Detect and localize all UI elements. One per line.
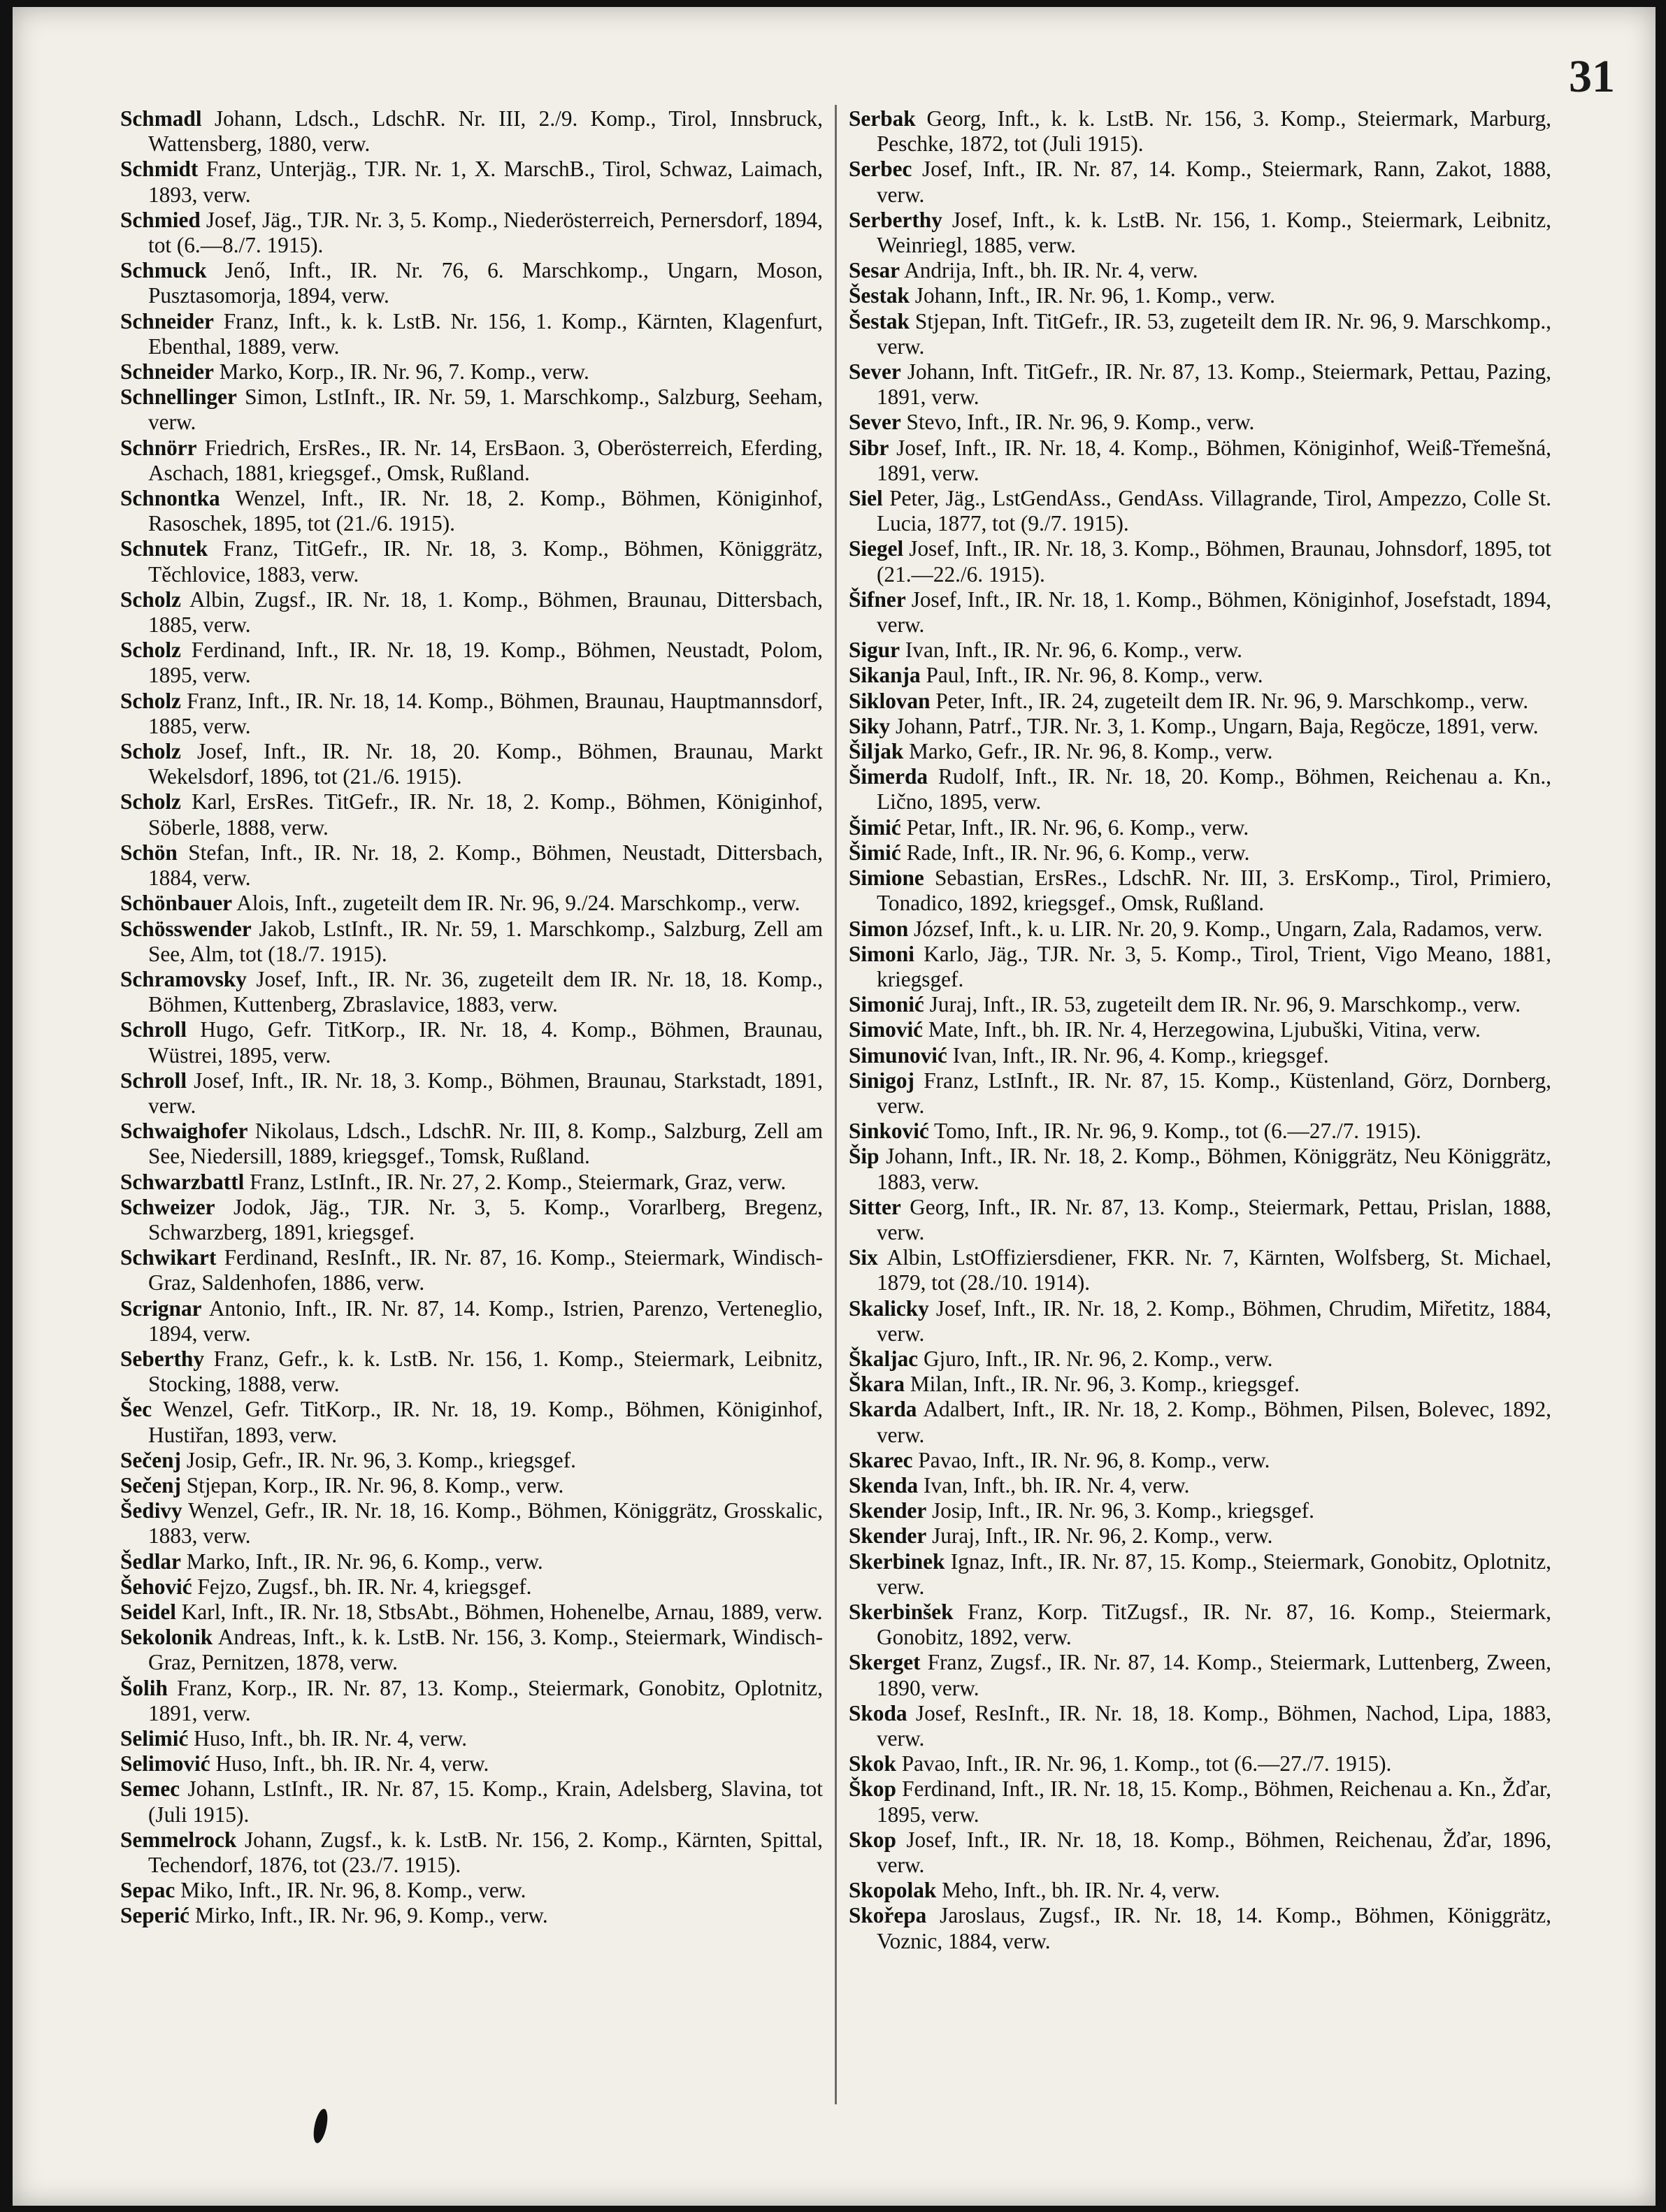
entry-details: Simon, LstInft., IR. Nr. 59, 1. Marschkomp., Salzburg, Seeham, verw. <box>148 385 823 435</box>
register-entry <box>849 1903 1551 1953</box>
register-entry <box>120 1878 823 1903</box>
entry-details: Adalbert, Inft., IR. Nr. 18, 2. Komp., Böhmen, Pilsen, Bolevec, 1892, verw. <box>877 1397 1551 1447</box>
entry-surname: Schnutek <box>120 536 208 561</box>
entry-surname: Šolih <box>120 1675 168 1700</box>
register-entry <box>849 1372 1551 1397</box>
register-entry <box>849 436 1551 486</box>
entry-surname: Schönbauer <box>120 891 232 916</box>
entry-surname: Šec <box>120 1397 152 1422</box>
register-entry <box>120 157 823 207</box>
register-entry <box>849 157 1551 207</box>
entry-surname: Sesar <box>849 258 900 283</box>
register-entry <box>120 1397 823 1447</box>
entry-details: Franz, LstInft., IR. Nr. 87, 15. Komp., Küstenland, Görz, Dornberg, verw. <box>877 1068 1551 1118</box>
entry-details: Marko, Gefr., IR. Nr. 96, 8. Komp., verw. <box>903 739 1273 764</box>
register-entry <box>849 106 1551 157</box>
register-entry <box>849 663 1551 688</box>
entry-surname: Scholz <box>120 587 181 612</box>
entry-details: Josef, ResInft., IR. Nr. 18, 18. Komp., Böhmen, Nachod, Lipa, 1883, verw. <box>877 1700 1551 1751</box>
register-entry <box>120 208 823 258</box>
entry-details: Josip, Gefr., IR. Nr. 96, 3. Komp., kriegsgef. <box>180 1447 576 1472</box>
register-entry <box>849 410 1551 435</box>
register-entry <box>120 1776 823 1827</box>
entry-surname: Sečenj <box>120 1447 181 1472</box>
entry-details: Pavao, Inft., IR. Nr. 96, 1. Komp., tot (6.—27./7. 1915). <box>896 1751 1392 1776</box>
entry-surname: Sinković <box>849 1119 929 1144</box>
entry-surname: Šimerda <box>849 764 928 789</box>
register-entry <box>849 764 1551 814</box>
register-entry <box>849 714 1551 739</box>
register-entry <box>120 638 823 688</box>
entry-surname: Six <box>849 1245 878 1270</box>
entry-details: Juraj, Inft., IR. Nr. 96, 2. Komp., verw. <box>926 1523 1273 1549</box>
entry-details: Mate, Inft., bh. IR. Nr. 4, Herzegowina, Ljubuški, Vitina, verw. <box>923 1017 1481 1042</box>
entry-surname: Serbak <box>849 106 916 131</box>
register-entry <box>120 1017 823 1068</box>
register-entry <box>120 917 823 967</box>
register-entry <box>120 1346 823 1397</box>
entry-surname: Scholz <box>120 739 181 764</box>
entry-surname: Škop <box>849 1776 896 1802</box>
entry-surname: Skarec <box>849 1447 913 1472</box>
register-page <box>13 7 1656 2206</box>
entry-surname: Schnontka <box>120 486 220 511</box>
entry-surname: Šimić <box>849 840 901 865</box>
entry-details: Josef, Inft., IR. Nr. 18, 3. Komp., Böhmen, Braunau, Johnsdorf, 1895, tot (21.—22./6. 1915). <box>877 536 1551 587</box>
entry-surname: Schneider <box>120 308 214 333</box>
register-entry <box>120 1600 823 1625</box>
entry-surname: Škara <box>849 1372 905 1397</box>
entry-details: Franz, TitGefr., IR. Nr. 18, 3. Komp., Böhmen, Königgrätz, Těchlovice, 1883, verw. <box>148 536 823 587</box>
entry-surname: Scholz <box>120 789 181 814</box>
entry-surname: Skopolak <box>849 1878 937 1903</box>
entry-surname: Simunović <box>849 1042 947 1068</box>
register-entry <box>849 638 1551 663</box>
register-entry <box>120 1726 823 1751</box>
entry-surname: Sepac <box>120 1878 175 1903</box>
entry-surname: Sigur <box>849 638 900 663</box>
entry-surname: Šestak <box>849 308 910 333</box>
entry-details: Josef, Inft., IR. Nr. 18, 20. Komp., Böhmen, Braunau, Markt Wekelsdorf, 1896, tot (21./6. 1915). <box>148 739 823 789</box>
register-entry <box>120 1195 823 1245</box>
entry-surname: Sikanja <box>849 663 921 688</box>
entry-details: Karl, ErsRes. TitGefr., IR. Nr. 18, 2. Komp., Böhmen, Königinhof, Söberle, 1888, verw. <box>148 789 823 840</box>
register-entry <box>120 486 823 536</box>
entry-surname: Šedlar <box>120 1549 181 1574</box>
register-entry <box>120 359 823 385</box>
entry-surname: Seidel <box>120 1599 176 1624</box>
entry-surname: Simione <box>849 866 924 891</box>
entry-surname: Skender <box>849 1498 927 1523</box>
entry-surname: Siklovan <box>849 688 931 713</box>
entry-details: Franz, Zugsf., IR. Nr. 87, 14. Komp., Steiermark, Luttenberg, Zween, 1890, verw. <box>877 1650 1551 1700</box>
entry-surname: Siegel <box>849 536 904 561</box>
entry-details: Juraj, Inft., IR. 53, zugeteilt dem IR. Nr. 96, 9. Marschkomp., verw. <box>924 992 1521 1017</box>
register-entry <box>120 840 823 891</box>
entry-details: József, Inft., k. u. LIR. Nr. 20, 9. Komp., Ungarn, Zala, Radamos, verw. <box>908 916 1543 941</box>
entry-details: Ivan, Inft., IR. Nr. 96, 4. Komp., kriegsgef. <box>947 1042 1329 1068</box>
entry-surname: Schmied <box>120 207 201 232</box>
entry-surname: Semmelrock <box>120 1827 237 1852</box>
entry-details: Josef, Inft., k. k. LstB. Nr. 156, 1. Komp., Steiermark, Leibnitz, Weinriegl, 1885, verw. <box>877 207 1551 258</box>
entry-surname: Simoni <box>849 941 914 966</box>
entry-surname: Sečenj <box>120 1472 181 1498</box>
register-entry <box>120 1827 823 1878</box>
entry-surname: Skerbinšek <box>849 1599 954 1624</box>
register-entry <box>120 258 823 308</box>
entry-details: Jaroslaus, Zugsf., IR. Nr. 18, 14. Komp., Böhmen, Königgrätz, Voznic, 1884, verw. <box>877 1903 1551 1953</box>
entry-surname: Schmidt <box>120 157 199 182</box>
entry-surname: Skerbinek <box>849 1549 945 1574</box>
entry-details: Peter, Jäg., LstGendAss., GendAss. Villagrande, Tirol, Ampezzo, Colle St. Lucia, 1877, tot (9./7. 1915). <box>877 486 1551 536</box>
left-column <box>120 106 823 1929</box>
entry-details: Franz, Unterjäg., TJR. Nr. 1, X. MarschB., Tirol, Schwaz, Laimach, 1893, verw. <box>148 157 823 207</box>
entry-details: Ferdinand, Inft., IR. Nr. 18, 15. Komp., Böhmen, Reichenau a. Kn., Žďar, 1895, verw. <box>877 1776 1551 1827</box>
register-entry <box>120 1119 823 1169</box>
entry-surname: Simon <box>849 916 909 941</box>
entry-details: Franz, LstInft., IR. Nr. 27, 2. Komp., Steiermark, Graz, verw. <box>244 1169 787 1194</box>
entry-details: Antonio, Inft., IR. Nr. 87, 14. Komp., Istrien, Parenzo, Verteneglio, 1894, verw. <box>148 1295 823 1346</box>
entry-surname: Schwaighofer <box>120 1119 248 1144</box>
entry-details: Ferdinand, Inft., IR. Nr. 18, 19. Komp., Böhmen, Neustadt, Polom, 1895, verw. <box>148 638 823 688</box>
register-entry <box>849 1068 1551 1119</box>
register-entry <box>849 486 1551 536</box>
register-entry <box>120 385 823 435</box>
entry-surname: Šehović <box>120 1574 192 1599</box>
entry-details: Josef, Inft., IR. Nr. 36, zugeteilt dem IR. Nr. 18, 18. Komp., Böhmen, Kuttenberg, Zbraslavice, 1883, verw. <box>148 966 823 1017</box>
entry-surname: Šiljak <box>849 739 904 764</box>
entry-surname: Schneider <box>120 359 214 385</box>
register-entry <box>120 309 823 359</box>
entry-details: Meho, Inft., bh. IR. Nr. 4, verw. <box>936 1878 1220 1903</box>
register-entry <box>849 1144 1551 1194</box>
entry-details: Georg, Inft., k. k. LstB. Nr. 156, 3. Komp., Steiermark, Marburg, Peschke, 1872, tot (Juli 1915). <box>877 106 1551 157</box>
register-entry <box>849 1195 1551 1245</box>
entry-surname: Skořepa <box>849 1903 927 1928</box>
register-entry <box>120 789 823 840</box>
entry-surname: Sever <box>849 359 901 385</box>
entry-details: Albin, Zugsf., IR. Nr. 18, 1. Komp., Böhmen, Braunau, Dittersbach, 1885, verw. <box>148 587 823 638</box>
register-entry <box>849 1043 1551 1068</box>
entry-surname: Šimić <box>849 814 901 840</box>
register-entry <box>120 891 823 916</box>
register-entry <box>120 1751 823 1776</box>
entry-surname: Serbec <box>849 157 912 182</box>
entry-details: Sebastian, ErsRes., LdschR. Nr. III, 3. ErsKomp., Tirol, Primiero, Tonadico, 1892, kriegsgef., Omsk, Rußland. <box>877 866 1551 916</box>
entry-surname: Šestak <box>849 283 910 308</box>
register-entry <box>849 1600 1551 1650</box>
entry-details: Miko, Inft., IR. Nr. 96, 8. Komp., verw. <box>175 1878 526 1903</box>
entry-details: Franz, Inft., IR. Nr. 18, 14. Komp., Böhmen, Braunau, Hauptmannsdorf, 1885, verw. <box>148 688 823 738</box>
register-entry <box>120 1245 823 1295</box>
entry-surname: Schösswender <box>120 916 252 941</box>
entry-details: Josef, Jäg., TJR. Nr. 3, 5. Komp., Niederösterreich, Pernersdorf, 1894, tot (6.—8./7. 1915). <box>148 207 823 258</box>
register-entry <box>849 1448 1551 1473</box>
entry-details: Franz, Gefr., k. k. LstB. Nr. 156, 1. Komp., Steiermark, Leibnitz, Stocking, 1888, verw. <box>148 1346 823 1397</box>
entry-surname: Siel <box>849 486 883 511</box>
entry-details: Franz, Inft., k. k. LstB. Nr. 156, 1. Komp., Kärnten, Klagenfurt, Ebenthal, 1889, verw. <box>148 308 823 359</box>
entry-details: Karl, Inft., IR. Nr. 18, StbsAbt., Böhmen, Hohenelbe, Arnau, 1889, verw. <box>175 1599 823 1624</box>
register-entry <box>120 1625 823 1675</box>
entry-surname: Šedivy <box>120 1498 182 1523</box>
register-entry <box>120 739 823 789</box>
entry-surname: Siky <box>849 713 891 738</box>
entry-details: Stevo, Inft., IR. Nr. 96, 9. Komp., verw. <box>900 410 1255 435</box>
register-entry <box>120 1296 823 1346</box>
entry-surname: Schmadl <box>120 106 202 131</box>
register-entry <box>120 1574 823 1600</box>
entry-surname: Schwikart <box>120 1245 217 1270</box>
entry-surname: Serberthy <box>849 207 942 232</box>
entry-details: Friedrich, ErsRes., IR. Nr. 14, ErsBaon. 3, Oberösterreich, Eferding, Aschach, 1881, kriegsgef., Omsk, Rußland. <box>148 435 823 485</box>
register-entry <box>849 258 1551 283</box>
register-entry <box>849 283 1551 308</box>
entry-details: Huso, Inft., bh. IR. Nr. 4, verw. <box>210 1751 489 1776</box>
entry-details: Josef, Inft., IR. Nr. 18, 4. Komp., Böhmen, Königinhof, Weiß-Třemešná, 1891, verw. <box>877 435 1551 485</box>
entry-details: Stjepan, Inft. TitGefr., IR. 53, zugeteilt dem IR. Nr. 96, 9. Marschkomp., verw. <box>877 308 1551 359</box>
register-entry <box>849 840 1551 866</box>
entry-details: Josef, Inft., IR. Nr. 18, 18. Komp., Böhmen, Reichenau, Žďar, 1896, verw. <box>877 1827 1551 1878</box>
entry-surname: Sinigoj <box>849 1068 914 1093</box>
entry-surname: Schramovsky <box>120 966 247 991</box>
entry-surname: Schön <box>120 840 178 865</box>
register-entry <box>120 1448 823 1473</box>
ink-blot <box>311 2108 330 2144</box>
register-entry <box>849 1346 1551 1372</box>
page-number: 31 <box>1569 51 1615 102</box>
entry-details: Franz, Korp., IR. Nr. 87, 13. Komp., Steiermark, Gonobitz, Oplotnitz, 1891, verw. <box>148 1675 823 1725</box>
register-entry <box>849 866 1551 916</box>
register-entry <box>849 536 1551 587</box>
entry-surname: Schweizer <box>120 1194 215 1219</box>
entry-details: Gjuro, Inft., IR. Nr. 96, 2. Komp., verw. <box>918 1346 1273 1371</box>
entry-surname: Simonić <box>849 992 924 1017</box>
entry-surname: Šifner <box>849 587 906 612</box>
entry-details: Josef, Inft., IR. Nr. 18, 2. Komp., Böhmen, Chrudim, Miřetitz, 1884, verw. <box>877 1295 1551 1346</box>
entry-surname: Semec <box>120 1776 180 1802</box>
entry-surname: Sitter <box>849 1194 901 1219</box>
register-entry <box>120 1903 823 1928</box>
register-entry <box>120 1498 823 1549</box>
entry-details: Ivan, Inft., bh. IR. Nr. 4, verw. <box>918 1472 1190 1498</box>
register-entry <box>849 1827 1551 1878</box>
entry-surname: Škaljac <box>849 1346 919 1371</box>
entry-surname: Skender <box>849 1523 927 1549</box>
entry-details: Petar, Inft., IR. Nr. 96, 6. Komp., verw. <box>900 814 1249 840</box>
entry-surname: Scholz <box>120 638 181 663</box>
entry-details: Wenzel, Gefr., IR. Nr. 18, 16. Komp., Böhmen, Königgrätz, Grosskalic, 1883, verw. <box>148 1498 823 1549</box>
register-entry <box>849 1397 1551 1447</box>
register-entry <box>120 536 823 587</box>
entry-details: Josef, Inft., IR. Nr. 87, 14. Komp., Steiermark, Rann, Zakot, 1888, verw. <box>877 157 1551 207</box>
register-entry <box>849 1751 1551 1776</box>
entry-details: Milan, Inft., IR. Nr. 96, 3. Komp., kriegsgef. <box>905 1372 1300 1397</box>
entry-surname: Schnellinger <box>120 385 237 410</box>
entry-surname: Selimović <box>120 1751 210 1776</box>
entry-details: Johann, Ldsch., LdschR. Nr. III, 2./9. Komp., Tirol, Innsbruck, Wattensberg, 1880, verw. <box>148 106 823 157</box>
entry-details: Peter, Inft., IR. 24, zugeteilt dem IR. Nr. 96, 9. Marschkomp., verw. <box>930 688 1529 713</box>
entry-surname: Selimić <box>120 1726 189 1751</box>
register-entry <box>849 1549 1551 1600</box>
entry-details: Rade, Inft., IR. Nr. 96, 6. Komp., verw. <box>900 840 1250 865</box>
register-entry <box>849 942 1551 992</box>
register-entry <box>849 1878 1551 1903</box>
entry-surname: Seperić <box>120 1903 190 1928</box>
register-entry <box>849 1245 1551 1295</box>
entry-details: Johann, Inft. TitGefr., IR. Nr. 87, 13. Komp., Steiermark, Pettau, Pazing, 1891, verw. <box>877 359 1551 410</box>
right-column <box>849 106 1551 1954</box>
entry-details: Rudolf, Inft., IR. Nr. 18, 20. Komp., Böhmen, Reichenau a. Kn., Lično, 1895, verw. <box>877 764 1551 814</box>
entry-details: Mirko, Inft., IR. Nr. 96, 9. Komp., verw. <box>189 1903 548 1928</box>
entry-details: Johann, Zugsf., k. k. LstB. Nr. 156, 2. Komp., Kärnten, Spittal, Techendorf, 1876, tot (23./7. 1915). <box>148 1827 823 1878</box>
register-entry <box>849 359 1551 410</box>
entry-details: Stjepan, Korp., IR. Nr. 96, 8. Komp., verw. <box>180 1472 564 1498</box>
register-entry <box>120 1473 823 1498</box>
register-entry <box>120 106 823 157</box>
entry-details: Josef, Inft., IR. Nr. 18, 1. Komp., Böhmen, Königinhof, Josefstadt, 1894, verw. <box>877 587 1551 638</box>
entry-surname: Scrignar <box>120 1295 202 1321</box>
entry-details: Johann, LstInft., IR. Nr. 87, 15. Komp., Krain, Adelsberg, Slavina, tot (Juli 1915). <box>148 1776 823 1827</box>
entry-surname: Simović <box>849 1017 924 1042</box>
entry-details: Johann, Patrf., TJR. Nr. 3, 1. Komp., Ungarn, Baja, Regöcze, 1891, verw. <box>890 713 1539 738</box>
register-entry <box>120 1549 823 1574</box>
register-entry <box>120 436 823 486</box>
entry-surname: Skok <box>849 1751 896 1776</box>
register-entry <box>849 1119 1551 1144</box>
entry-details: Georg, Inft., IR. Nr. 87, 13. Komp., Steiermark, Pettau, Prislan, 1888, verw. <box>877 1194 1551 1244</box>
register-entry <box>849 1650 1551 1700</box>
entry-details: Jakob, LstInft., IR. Nr. 59, 1. Marschkomp., Salzburg, Zell am See, Alm, tot (18./7. 1915). <box>148 916 823 966</box>
entry-details: Andrija, Inft., bh. IR. Nr. 4, verw. <box>900 258 1198 283</box>
entry-details: Alois, Inft., zugeteilt dem IR. Nr. 96, 9./24. Marschkomp., verw. <box>232 891 800 916</box>
entry-details: Johann, Inft., IR. Nr. 18, 2. Komp., Böhmen, Königgrätz, Neu Königgrätz, 1883, verw. <box>877 1144 1551 1194</box>
entry-details: Karlo, Jäg., TJR. Nr. 3, 5. Komp., Tirol, Trient, Vigo Meano, 1881, kriegsgef. <box>877 941 1551 991</box>
register-entry <box>849 1776 1551 1827</box>
register-entry <box>120 967 823 1017</box>
register-entry <box>849 309 1551 359</box>
entry-surname: Sever <box>849 410 901 435</box>
entry-surname: Skenda <box>849 1472 919 1498</box>
entry-details: Stefan, Inft., IR. Nr. 18, 2. Komp., Böhmen, Neustadt, Dittersbach, 1884, verw. <box>148 840 823 891</box>
register-entry <box>849 917 1551 942</box>
register-entry <box>120 689 823 739</box>
column-divider <box>835 105 837 2104</box>
entry-details: Marko, Inft., IR. Nr. 96, 6. Komp., verw. <box>180 1549 543 1574</box>
register-entry <box>849 1473 1551 1498</box>
register-entry <box>849 1017 1551 1042</box>
entry-surname: Skerget <box>849 1650 921 1675</box>
register-entry <box>849 1701 1551 1751</box>
entry-details: Nikolaus, Ldsch., LdschR. Nr. III, 8. Komp., Salzburg, Zell am See, Niedersill, 1889, kriegsgef., Tomsk, Rußland. <box>148 1119 823 1169</box>
register-entry <box>849 587 1551 638</box>
entry-details: Franz, Korp. TitZugsf., IR. Nr. 87, 16. Komp., Steiermark, Gonobitz, 1892, verw. <box>877 1599 1551 1650</box>
entry-details: Josip, Inft., IR. Nr. 96, 3. Komp., kriegsgef. <box>926 1498 1314 1523</box>
register-entry <box>849 815 1551 840</box>
entry-details: Wenzel, Gefr. TitKorp., IR. Nr. 18, 19. Komp., Böhmen, Königinhof, Hustiřan, 1893, verw. <box>148 1397 823 1447</box>
entry-details: Pavao, Inft., IR. Nr. 96, 8. Komp., verw. <box>912 1447 1270 1472</box>
entry-surname: Šip <box>849 1144 879 1169</box>
entry-surname: Skop <box>849 1827 896 1852</box>
entry-details: Marko, Korp., IR. Nr. 96, 7. Komp., verw. <box>213 359 589 385</box>
entry-details: Huso, Inft., bh. IR. Nr. 4, verw. <box>188 1726 468 1751</box>
entry-surname: Scholz <box>120 688 181 713</box>
register-entry <box>849 689 1551 714</box>
entry-surname: Sekolonik <box>120 1625 213 1650</box>
entry-details: Fejzo, Zugsf., bh. IR. Nr. 4, kriegsgef. <box>192 1574 532 1599</box>
entry-details: Ignaz, Inft., IR. Nr. 87, 15. Komp., Steiermark, Gonobitz, Oplotnitz, verw. <box>877 1549 1551 1599</box>
entry-details: Paul, Inft., IR. Nr. 96, 8. Komp., verw. <box>920 663 1263 688</box>
entry-details: Ivan, Inft., IR. Nr. 96, 6. Komp., verw. <box>900 638 1242 663</box>
entry-surname: Sibr <box>849 435 889 460</box>
entry-details: Andreas, Inft., k. k. LstB. Nr. 156, 3. Komp., Steiermark, Windisch-Graz, Pernitzen, 1878, verw. <box>148 1625 823 1675</box>
register-entry <box>849 992 1551 1017</box>
entry-details: Ferdinand, ResInft., IR. Nr. 87, 16. Komp., Steiermark, Windisch-Graz, Saldenhofen, 1886, verw. <box>148 1245 823 1295</box>
register-entry <box>849 1498 1551 1523</box>
entry-details: Johann, Inft., IR. Nr. 96, 1. Komp., verw. <box>909 283 1275 308</box>
entry-details: Tomo, Inft., IR. Nr. 96, 9. Komp., tot (6.—27./7. 1915). <box>928 1119 1421 1144</box>
entry-surname: Skarda <box>849 1397 917 1422</box>
entry-surname: Skoda <box>849 1700 907 1725</box>
entry-surname: Schmuck <box>120 258 207 283</box>
entry-details: Jodok, Jäg., TJR. Nr. 3, 5. Komp., Vorarlberg, Bregenz, Schwarzberg, 1891, kriegsgef. <box>148 1194 823 1244</box>
entry-surname: Schwarzbattl <box>120 1169 245 1194</box>
entry-details: Wenzel, Inft., IR. Nr. 18, 2. Komp., Böhmen, Königinhof, Rasoschek, 1895, tot (21./6. 1915). <box>148 486 823 536</box>
entry-surname: Seberthy <box>120 1346 204 1371</box>
entry-surname: Schnörr <box>120 435 197 460</box>
register-entry <box>849 208 1551 258</box>
register-entry <box>849 739 1551 764</box>
register-entry <box>120 1676 823 1726</box>
register-entry <box>849 1296 1551 1346</box>
entry-surname: Skalicky <box>849 1295 929 1321</box>
entry-details: Josef, Inft., IR. Nr. 18, 3. Komp., Böhmen, Braunau, Starkstadt, 1891, verw. <box>148 1068 823 1118</box>
register-entry <box>120 587 823 638</box>
entry-details: Jenő, Inft., IR. Nr. 76, 6. Marschkomp., Ungarn, Moson, Pusztasomorja, 1894, verw. <box>148 258 823 308</box>
entry-surname: Schroll <box>120 1017 187 1042</box>
register-entry <box>849 1523 1551 1549</box>
entry-details: Albin, LstOffiziersdiener, FKR. Nr. 7, Kärnten, Wolfsberg, St. Michael, 1879, tot (28./10. 1914). <box>877 1245 1551 1295</box>
register-entry <box>120 1170 823 1195</box>
entry-surname: Schroll <box>120 1068 187 1093</box>
entry-details: Hugo, Gefr. TitKorp., IR. Nr. 18, 4. Komp., Böhmen, Braunau, Wüstrei, 1895, verw. <box>148 1017 823 1068</box>
register-entry <box>120 1068 823 1119</box>
